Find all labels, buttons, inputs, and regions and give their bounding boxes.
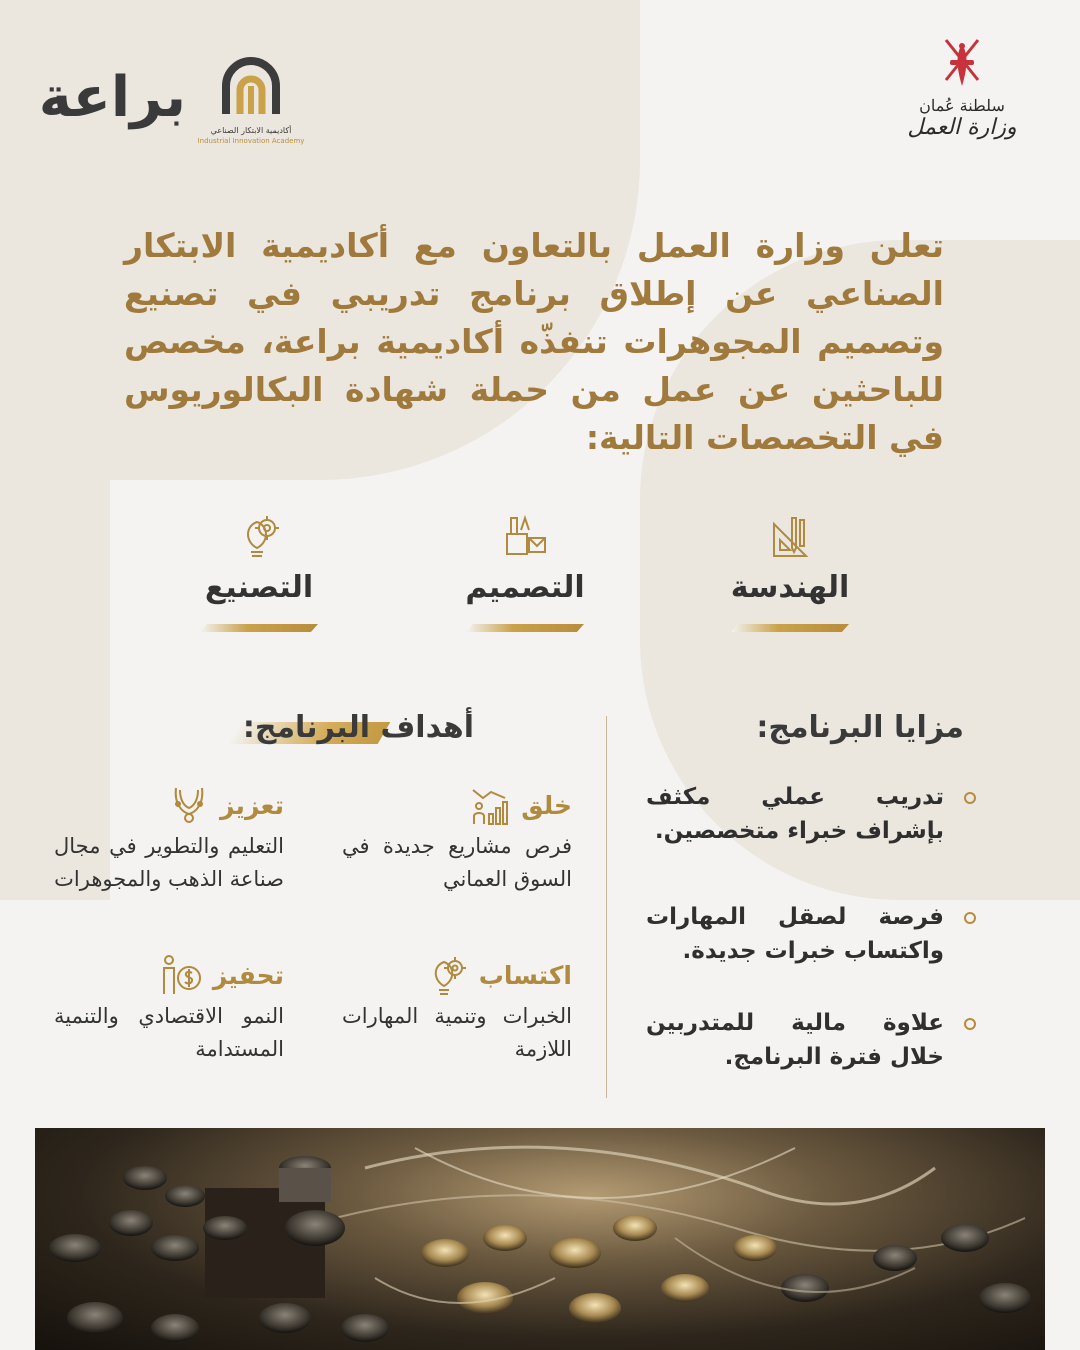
necklace-icon <box>168 784 210 826</box>
goal-text: النمو الاقتصادي والتنمية المستدامة <box>54 1004 284 1061</box>
gear-bulb-icon <box>235 512 283 560</box>
goal-text: فرص مشاريع جديدة في السوق العماني <box>342 834 572 891</box>
goal-item <box>342 782 572 896</box>
design-tools-icon <box>501 512 549 560</box>
academy-arch-icon <box>220 56 282 118</box>
baraa-logo-text: براعة <box>38 65 186 130</box>
drafting-tools-icon <box>766 512 814 560</box>
jewelry-photo <box>35 1128 1045 1350</box>
baraa-logo <box>38 62 186 134</box>
specialization-underline <box>200 624 318 632</box>
goal-item <box>54 952 284 1066</box>
goal-item <box>342 952 572 1066</box>
feature-text: علاوة مالية للمتدربين خلال فترة البرنامج. <box>646 1010 944 1070</box>
specialization-engineering <box>705 512 875 638</box>
feature-text: فرصة لصقل المهارات واكتساب خبرات جديدة. <box>646 904 944 964</box>
column-divider <box>606 716 607 1098</box>
ministry-logo <box>902 36 1022 156</box>
growth-chart-icon <box>469 784 511 826</box>
ministry-country-text: سلطنة عُمان <box>919 96 1005 115</box>
feature-item <box>646 780 976 848</box>
specialization-label: الهندسة <box>730 570 850 605</box>
goals-title <box>243 706 474 750</box>
specialization-manufacturing <box>174 512 344 638</box>
specialization-design <box>440 512 610 638</box>
goal-title: خلق <box>521 790 572 820</box>
money-person-icon <box>161 954 203 996</box>
bullet-icon <box>964 912 976 924</box>
gear-bulb-icon <box>427 954 469 996</box>
bullet-icon <box>964 1018 976 1030</box>
features-title <box>756 706 964 750</box>
goal-text: التعليم والتطوير في مجال صناعة الذهب والمجوهرات <box>54 834 284 891</box>
oman-emblem-icon <box>936 36 988 92</box>
goal-item <box>54 782 284 896</box>
goals-title-text: أهداف البرنامج: <box>242 710 474 745</box>
academy-name-en: Industrial Innovation Academy <box>197 137 305 145</box>
academy-logo <box>196 56 306 152</box>
goal-text: الخبرات وتنمية المهارات اللازمة <box>342 1004 572 1061</box>
ministry-name-text: وزارة العمل <box>907 115 1017 140</box>
feature-item <box>646 900 976 968</box>
feature-text: تدريب عملي مكثف بإشراف خبراء متخصصين. <box>646 784 944 844</box>
goal-title: تحفيز <box>212 960 284 990</box>
feature-item <box>646 1006 976 1074</box>
specialization-label: التصميم <box>465 570 585 605</box>
specialization-underline <box>466 624 584 632</box>
specialization-label: التصنيع <box>204 570 314 605</box>
goal-title: اكتساب <box>478 960 572 990</box>
intro-paragraph: تعلن وزارة العمل بالتعاون مع أكاديمية الابتكار الصناعي عن إطلاق برنامج تدريبي في تصنيع وتصميم المجوهرات تنفذّه أكاديمية براعة، مخصص للباحثين عن عمل من حملة شهادة البكالوريوس في التخصصات التالية: <box>124 226 944 457</box>
bullet-icon <box>964 792 976 804</box>
specialization-underline <box>731 624 849 632</box>
goal-title: تعزيز <box>220 790 284 820</box>
academy-name-ar: أكاديمية الابتكار الصناعي <box>210 126 292 135</box>
features-title-text: مزايا البرنامج: <box>756 710 964 745</box>
jewelry-rings-image <box>35 1128 1045 1350</box>
